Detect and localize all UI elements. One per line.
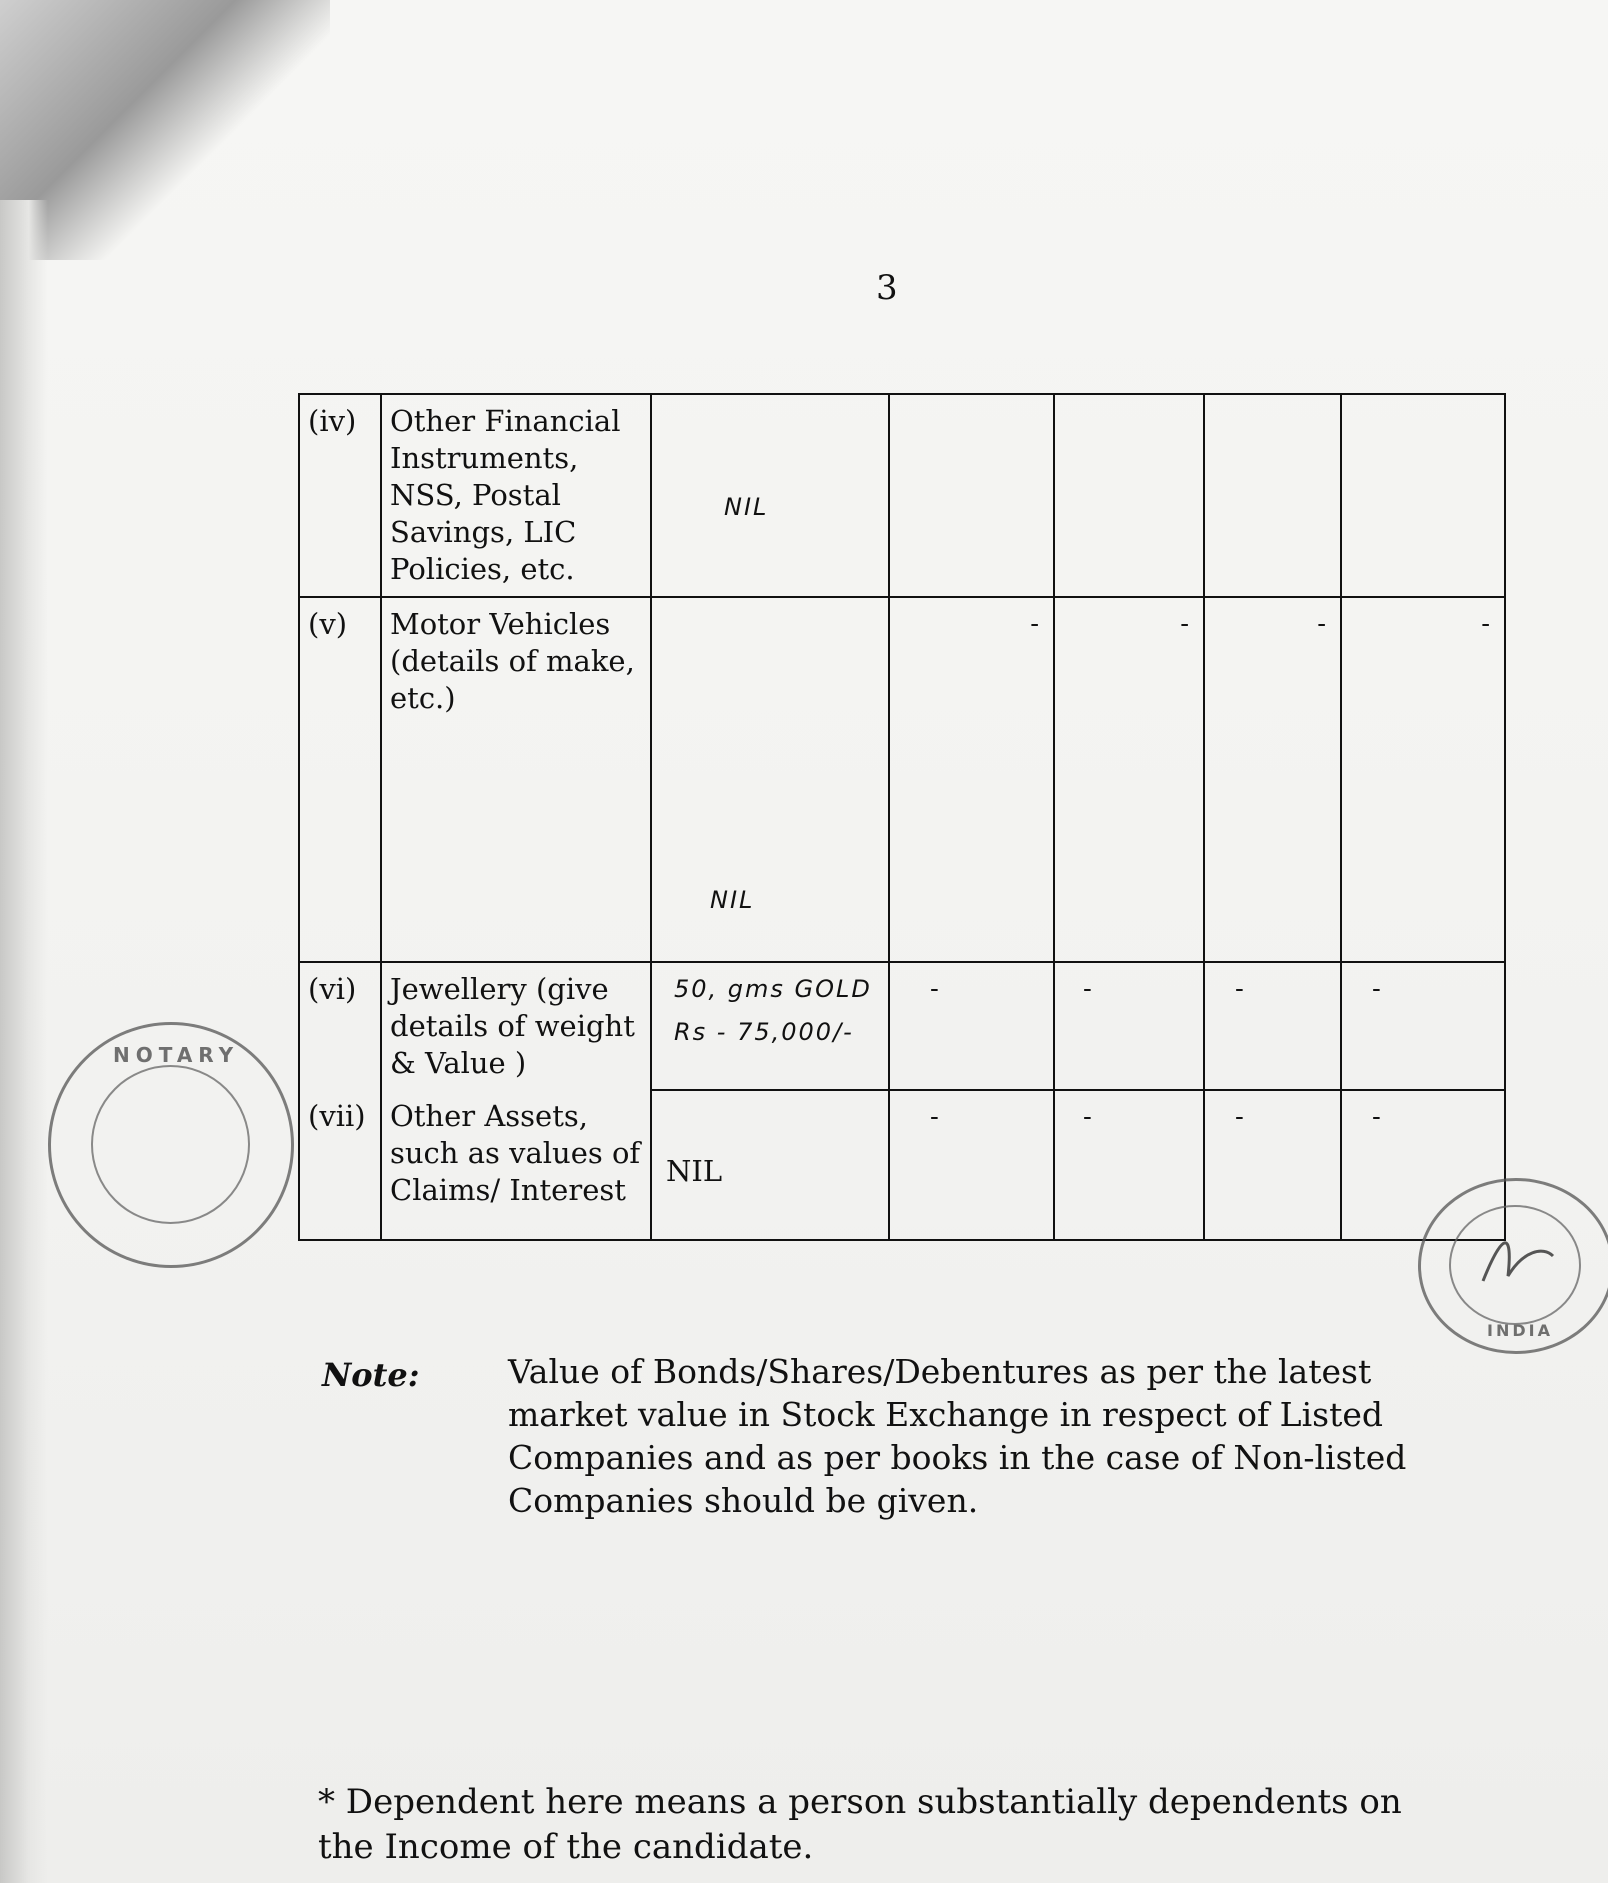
row-number: (v) [299, 597, 381, 962]
signature-icon [1473, 1221, 1563, 1301]
row-number: (iv) [299, 394, 381, 597]
handwritten-weight: 50, gms GOLD [674, 975, 872, 1003]
self-value [651, 597, 889, 962]
handwritten-value: Rs - 75,000/- [674, 1018, 854, 1046]
row-description: Motor Vehicles (details of make, etc.) [381, 597, 651, 962]
binding-shadow [0, 200, 48, 1883]
spouse-value [889, 394, 1054, 597]
stamp-inner-ring [91, 1065, 250, 1224]
handwritten-value: NIL [710, 886, 755, 914]
dependent-1-value [1054, 394, 1204, 597]
notary-stamp [48, 1022, 294, 1268]
dependent-footnote: * Dependent here means a person substantially dependents on the Income of the candidate. [318, 1782, 1402, 1867]
dependent-3-value: - [1341, 962, 1505, 1090]
dependent-1-value: - [1054, 1090, 1204, 1240]
self-value [651, 1090, 889, 1240]
dependent-2-value: - [1204, 962, 1341, 1090]
self-value [651, 962, 889, 1090]
note-label: Note: [322, 1356, 420, 1394]
table-row [299, 1090, 1505, 1240]
dependent-2-value: - [1204, 1090, 1341, 1240]
official-seal [1418, 1178, 1608, 1354]
row-description: Other Assets, such as values of Claims/ Interest [381, 1090, 651, 1240]
self-value [651, 394, 889, 597]
row-description: Other Financial Instruments, NSS, Postal Savings, LIC Policies, etc. [381, 394, 651, 597]
dependent-3-value: - [1341, 1090, 1505, 1240]
dependent-3-value [1341, 394, 1505, 597]
table-row [299, 962, 1505, 1090]
note-text: Value of Bonds/Shares/Debentures as per the latest market value in Stock Exchange in respect of Listed Companies and as per books in the case of Non-listed Companies should be given. [508, 1352, 1407, 1520]
row-number: (vi) [299, 962, 381, 1090]
page-number: 3 [876, 268, 898, 308]
page-fold-shadow [0, 0, 330, 260]
row-description: Jewellery (give details of weight & Value ) [381, 962, 651, 1090]
movable-assets-table [298, 393, 1506, 1241]
spouse-value: - [889, 597, 1054, 962]
dependent-3-value: - [1341, 597, 1505, 962]
seal-text: INDIA [1487, 1321, 1553, 1340]
dependent-2-value: - [1204, 597, 1341, 962]
typed-value: NIL [666, 1154, 723, 1188]
dependent-1-value: - [1054, 962, 1204, 1090]
spouse-value: - [889, 1090, 1054, 1240]
row-number: (vii) [299, 1090, 381, 1240]
spouse-value: - [889, 962, 1054, 1090]
table-row [299, 597, 1505, 962]
stamp-text: NOTARY [113, 1043, 240, 1067]
table-row [299, 394, 1505, 597]
handwritten-value: NIL [724, 493, 769, 521]
dependent-1-value: - [1054, 597, 1204, 962]
dependent-2-value [1204, 394, 1341, 597]
